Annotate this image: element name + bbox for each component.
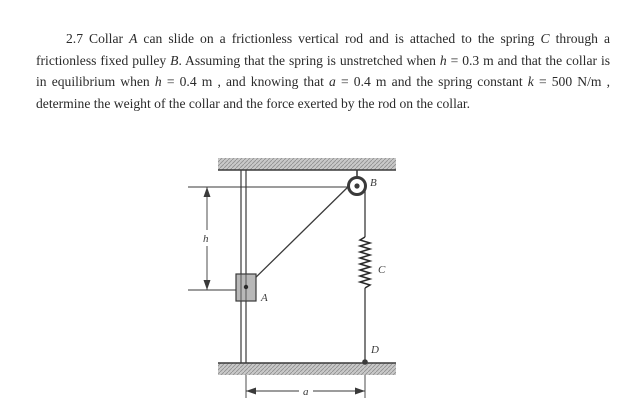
h-arrow-bottom xyxy=(204,280,211,290)
a-arrow-right xyxy=(355,388,365,395)
floor-support xyxy=(218,363,396,375)
h-arrow-top xyxy=(204,187,211,197)
collar-symbol: A xyxy=(129,31,138,46)
anchor-d xyxy=(362,359,368,365)
h-equilibrium-value: = 0.4 m xyxy=(161,74,213,89)
label-a-dimension: a xyxy=(303,386,309,398)
label-a: A xyxy=(261,292,268,304)
label-c: C xyxy=(378,264,386,276)
a-arrow-left xyxy=(246,388,256,395)
collar-pin xyxy=(244,285,248,289)
label-b: B xyxy=(370,177,377,189)
problem-number: 2.7 xyxy=(66,31,83,46)
pulley-symbol: B xyxy=(170,52,179,68)
h-unstretched-value: = 0.3 m xyxy=(446,52,494,68)
ceiling-support xyxy=(218,158,396,170)
a-value: = 0.4 m xyxy=(335,74,387,89)
k-value: = 500 N/m xyxy=(533,74,602,89)
spring-symbol: C xyxy=(540,31,550,46)
pulley-axle xyxy=(354,183,359,188)
problem-statement: 2.7 Collar A can slide on a frictionless vertical rod and is attached to the spring C through a frictionless fixed pulley B. Assuming that the spring is unstretched when h = 0.3 m and that the collar is in equilibrium when h = 0.4 m , and knowing that a = 0.4 m and the spring constant k = 500 N/m , determine the weight of the collar and the force exerted by the rod on the collar. xyxy=(36,31,611,111)
spring-c xyxy=(360,237,370,288)
label-h: h xyxy=(203,233,209,245)
label-d: D xyxy=(371,344,379,356)
cable-collar-to-pulley xyxy=(246,183,352,287)
